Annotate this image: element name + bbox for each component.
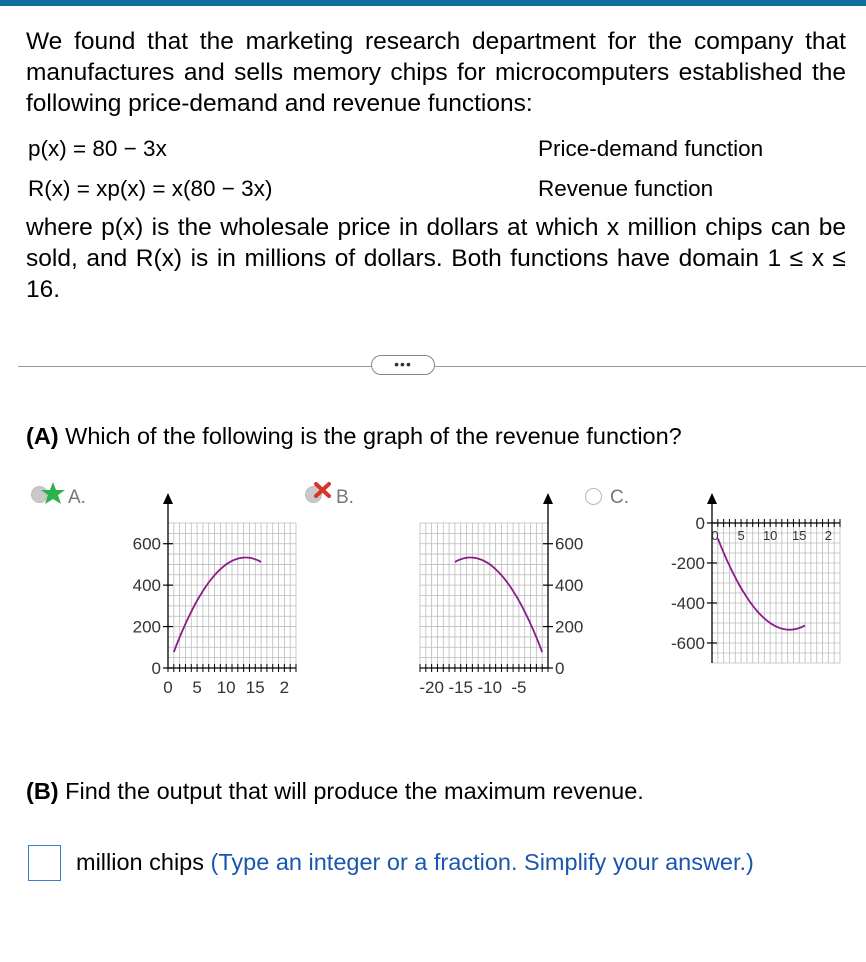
x-tick-label: 5: [192, 678, 202, 697]
x-tick-label: -10: [477, 678, 503, 697]
answer-line: [76, 849, 754, 876]
revenue-curve-line: [174, 558, 261, 653]
x-tick-label: 0: [163, 678, 173, 697]
option-b-letter: B.: [336, 487, 354, 508]
y-tick-label: 600: [555, 534, 584, 554]
y-tick-label: 400: [132, 576, 161, 596]
x-tick-label: 10: [216, 678, 236, 697]
y-tick-label: 400: [555, 576, 584, 596]
part-b-text: Find the output that will produce the maximum revenue.: [65, 778, 644, 804]
section-divider: [18, 366, 866, 367]
option-b-graph: [395, 490, 605, 700]
option-c-radio[interactable]: [585, 488, 602, 505]
y-tick-label: 200: [132, 617, 161, 637]
problem-where-text: where p(x) is the wholesale price in dollars at which x million chips can be sold, and R(x) is in millions of dollars. Both functions have domain 1 ≤ x ≤ 16.: [26, 214, 846, 303]
y-tick-label: 600: [132, 534, 161, 554]
y-tick-label: -200: [670, 554, 705, 573]
x-tick-label: 15: [792, 528, 807, 543]
part-a-prefix: (A): [26, 423, 59, 449]
answer-unit: million chips: [76, 849, 204, 875]
revenue-curve-line: [455, 558, 542, 653]
option-a-graph: [100, 490, 310, 700]
y-tick-label: -400: [670, 594, 705, 613]
x-tick-label: 15: [245, 678, 265, 697]
top-accent-bar: [0, 0, 866, 6]
x-tick-label: 0: [711, 528, 719, 543]
part-b-prefix: (B): [26, 778, 59, 804]
incorrect-x-icon: [313, 481, 333, 499]
answer-hint: (Type an integer or a fraction. Simplify your answer.): [210, 849, 754, 875]
option-a-letter: A.: [68, 487, 86, 508]
y-axis-arrow-icon: [707, 493, 717, 504]
part-b-question: [26, 778, 644, 805]
problem-intro: We found that the marketing research department for the company that manufactures and sells memory chips for microcomputers established the following price-demand and revenue functions:: [26, 28, 846, 117]
price-demand-formula: p(x) = 80 − 3x: [28, 136, 167, 161]
correct-star-icon: [40, 481, 66, 505]
y-tick-label: -600: [670, 634, 705, 653]
y-tick-label: 0: [695, 514, 705, 533]
x-tick-label: 2: [279, 678, 290, 697]
option-c-graph: [645, 490, 860, 700]
revenue-curve-line: [718, 538, 805, 629]
expand-more-button[interactable]: •••: [371, 355, 435, 375]
part-a-text: Which of the following is the graph of the revenue function?: [65, 423, 682, 449]
x-tick-label: 10: [762, 528, 778, 543]
option-c-letter: C.: [610, 487, 629, 508]
y-axis-arrow-icon: [543, 493, 553, 504]
revenue-formula: R(x) = xp(x) = x(80 − 3x): [28, 176, 273, 201]
x-tick-label: 2: [824, 528, 832, 543]
x-tick-label: -5: [511, 678, 527, 697]
y-tick-label: 200: [555, 617, 584, 637]
x-tick-label: 5: [737, 528, 745, 543]
y-tick-label: 0: [151, 659, 161, 678]
price-demand-label: Price-demand function: [538, 136, 764, 161]
answer-input[interactable]: [28, 845, 61, 881]
revenue-label: Revenue function: [538, 176, 714, 201]
x-tick-label: -15: [448, 678, 474, 697]
y-tick-label: 0: [555, 659, 565, 678]
y-axis-arrow-icon: [163, 493, 173, 504]
x-tick-label: -20: [419, 678, 444, 697]
part-a-question: [26, 423, 682, 450]
